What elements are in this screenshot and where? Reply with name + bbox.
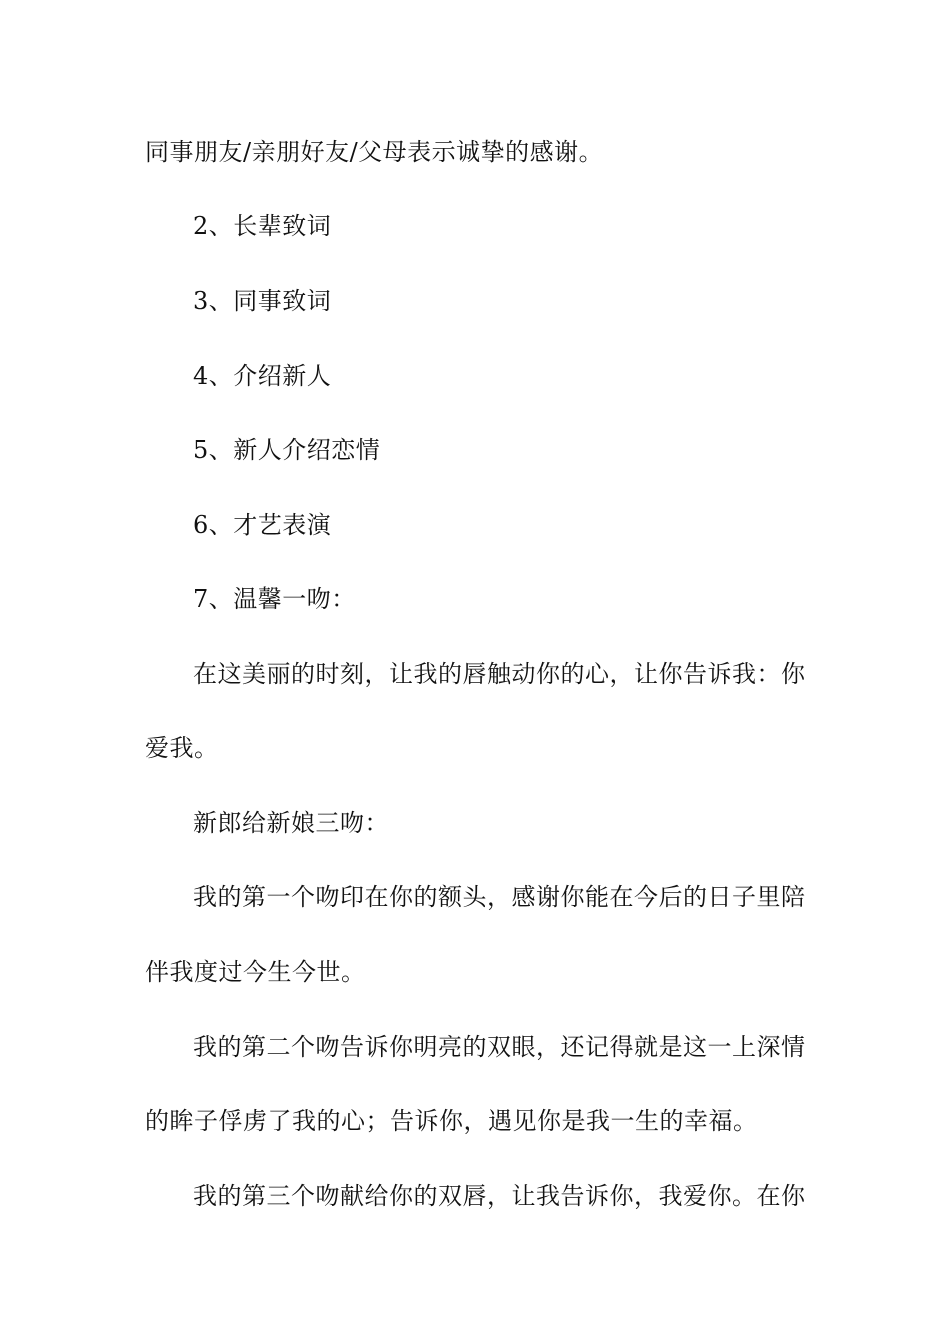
list-item-elder-speech: 2、长辈致词 (193, 212, 332, 240)
paragraph-line: 在这美丽的时刻，让我的唇触动你的心，让你告诉我：你 (193, 660, 806, 688)
list-item-introduce-couple: 4、介绍新人 (193, 362, 332, 390)
list-item-talent-show: 6、才艺表演 (193, 511, 332, 539)
paragraph-line: 爱我。 (145, 734, 219, 762)
paragraph-line: 我的第二个吻告诉你明亮的双眼，还记得就是这一上深情 (193, 1033, 806, 1061)
list-item-colleague-speech: 3、同事致词 (193, 287, 332, 315)
paragraph-line: 新郎给新娘三吻： (193, 809, 389, 837)
paragraph-line: 的眸子俘虏了我的心；告诉你，遇见你是我一生的幸福。 (145, 1107, 758, 1135)
text-line-continuation: 同事朋友/亲朋好友/父母表示诚挚的感谢。 (145, 138, 604, 166)
paragraph-line: 我的第一个吻印在你的额头，感谢你能在今后的日子里陪 (193, 883, 806, 911)
list-item-love-story: 5、新人介绍恋情 (193, 436, 381, 464)
list-item-kiss: 7、温馨一吻： (193, 585, 356, 613)
paragraph-line: 我的第三个吻献给你的双唇，让我告诉你，我爱你。在你 (193, 1182, 806, 1210)
paragraph-line: 伴我度过今生今世。 (145, 958, 366, 986)
